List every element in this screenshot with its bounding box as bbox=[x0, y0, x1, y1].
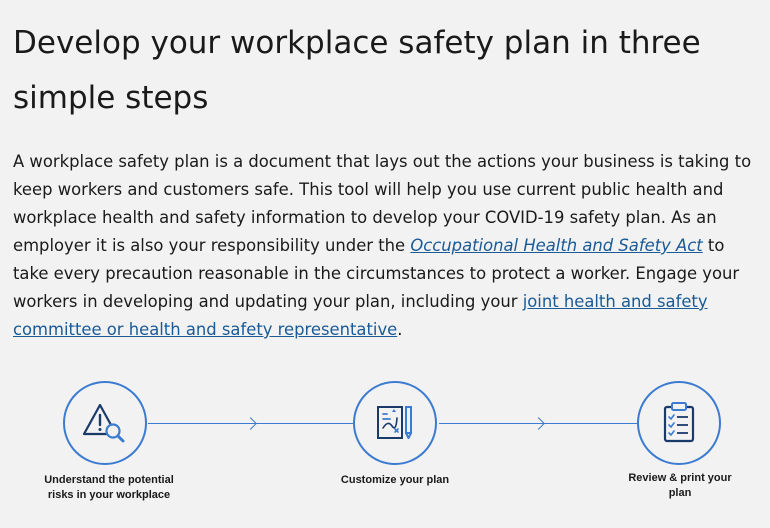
step-3-label: Review & print your plan bbox=[628, 472, 732, 499]
joint-committee-link[interactable]: joint health and safety committee or health and safety representative bbox=[13, 292, 708, 339]
arrow-right-icon bbox=[244, 417, 257, 430]
clipboard-checklist-icon bbox=[654, 398, 704, 448]
warning-magnifier-icon bbox=[80, 398, 130, 448]
page-title: Develop your workplace safety plan in three simple steps bbox=[13, 25, 701, 116]
step-1-circle bbox=[63, 381, 147, 465]
ohs-act-link[interactable]: Occupational Health and Safety Act bbox=[410, 236, 703, 255]
step-1-label: Understand the potential risks in your workplace bbox=[44, 474, 174, 501]
intro-text-1: A workplace safety plan is a document that lays out the actions your business is taking to keep workers and customers safe. This tool will help you use current public health and workplace health and safety information to develop your COVID-19 safety plan. As an employer it is also your responsibility under the bbox=[13, 152, 752, 255]
step-3-circle bbox=[637, 381, 721, 465]
step-2-circle bbox=[353, 381, 437, 465]
step-2-label: Customize your plan bbox=[340, 474, 450, 486]
intro-text-3: . bbox=[397, 320, 403, 339]
plan-pencil-icon bbox=[370, 398, 420, 448]
intro-paragraph bbox=[13, 148, 763, 344]
arrow-right-icon bbox=[532, 417, 545, 430]
intro-text-2: to take every precaution reasonable in the circumstances to protect a worker. Engage your workers in developing and updating your plan, including your bbox=[13, 236, 740, 311]
